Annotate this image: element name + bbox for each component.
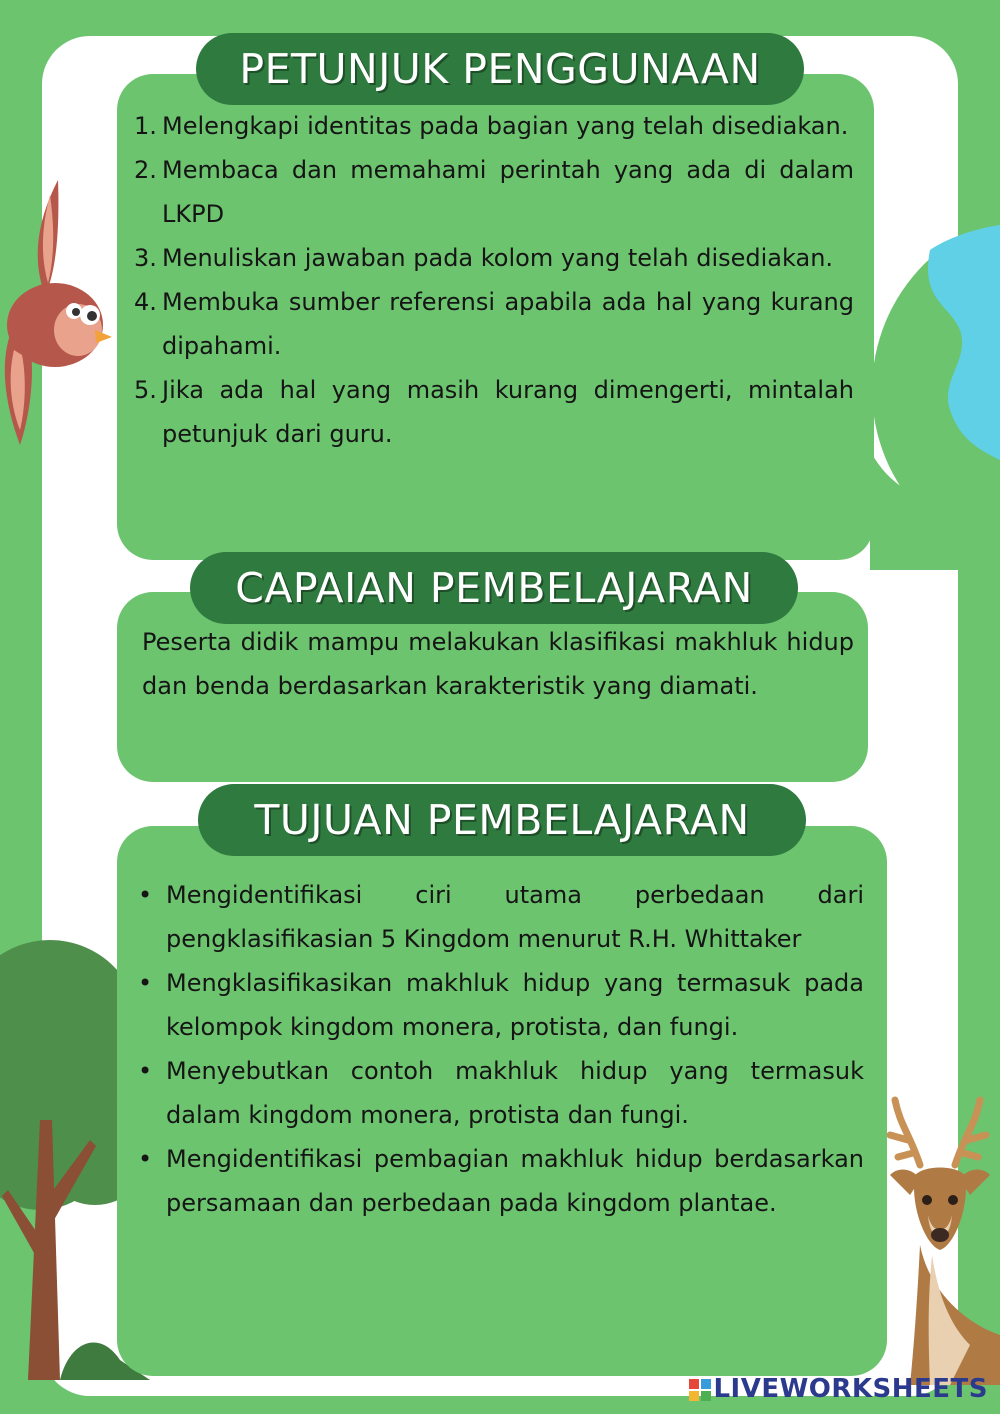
list-item xyxy=(134,236,854,280)
item-number: 4. xyxy=(134,288,157,316)
item-number: 1. xyxy=(134,112,157,140)
item-text: Menyebutkan contoh makhluk hidup yang termasuk dalam kingdom monera, protista dan fungi. xyxy=(166,1057,864,1129)
objectives-heading: TUJUAN PEMBELAJARAN xyxy=(198,784,806,856)
bullet-icon: • xyxy=(138,1145,153,1173)
item-number: 5. xyxy=(134,376,157,404)
instructions-heading: PETUNJUK PENGGUNAAN xyxy=(196,33,804,105)
list-item xyxy=(134,104,854,148)
item-text: Mengidentifikasi pembagian makhluk hidup berdasarkan persamaan dan perbedaan pada kingdom plantae. xyxy=(166,1145,864,1217)
liveworksheets-badge-icon xyxy=(689,1379,711,1401)
bullet-icon: • xyxy=(138,1057,153,1085)
list-item xyxy=(138,873,864,961)
achievement-text: Peserta didik mampu melakukan klasifikasi makhluk hidup dan benda berdasarkan karakteristik yang diamati. xyxy=(142,628,854,700)
item-text: Mengidentifikasi ciri utama perbedaan dari pengklasifikasian 5 Kingdom menurut R.H. Whittaker xyxy=(166,881,864,953)
item-text: Menuliskan jawaban pada kolom yang telah disediakan. xyxy=(162,244,834,272)
list-item xyxy=(138,1049,864,1137)
deer-illustration xyxy=(880,1095,1000,1385)
achievement-heading: CAPAIAN PEMBELAJARAN xyxy=(190,552,798,624)
item-text: Melengkapi identitas pada bagian yang telah disediakan. xyxy=(162,112,849,140)
bullet-icon: • xyxy=(138,969,153,997)
list-item xyxy=(138,1137,864,1225)
brand-text: LIVEWORKSHEETS xyxy=(713,1374,988,1404)
item-text: Membaca dan memahami perintah yang ada di dalam LKPD xyxy=(162,156,854,228)
item-number: 2. xyxy=(134,156,157,184)
liveworksheets-logo xyxy=(689,1374,988,1404)
instructions-list xyxy=(134,104,854,456)
item-text: Mengklasifikasikan makhluk hidup yang termasuk pada kelompok kingdom monera, protista, dan fungi. xyxy=(166,969,864,1041)
bullet-icon: • xyxy=(138,881,153,909)
item-text: Jika ada hal yang masih kurang dimengerti, mintalah petunjuk dari guru. xyxy=(162,376,854,448)
list-item xyxy=(134,280,854,368)
item-number: 3. xyxy=(134,244,157,272)
list-item xyxy=(138,961,864,1049)
list-item xyxy=(134,368,854,456)
item-text: Membuka sumber referensi apabila ada hal yang kurang dipahami. xyxy=(162,288,854,360)
globe-illustration xyxy=(870,210,1000,570)
bird-illustration xyxy=(0,175,115,460)
list-item xyxy=(134,148,854,236)
objectives-list xyxy=(138,873,864,1225)
